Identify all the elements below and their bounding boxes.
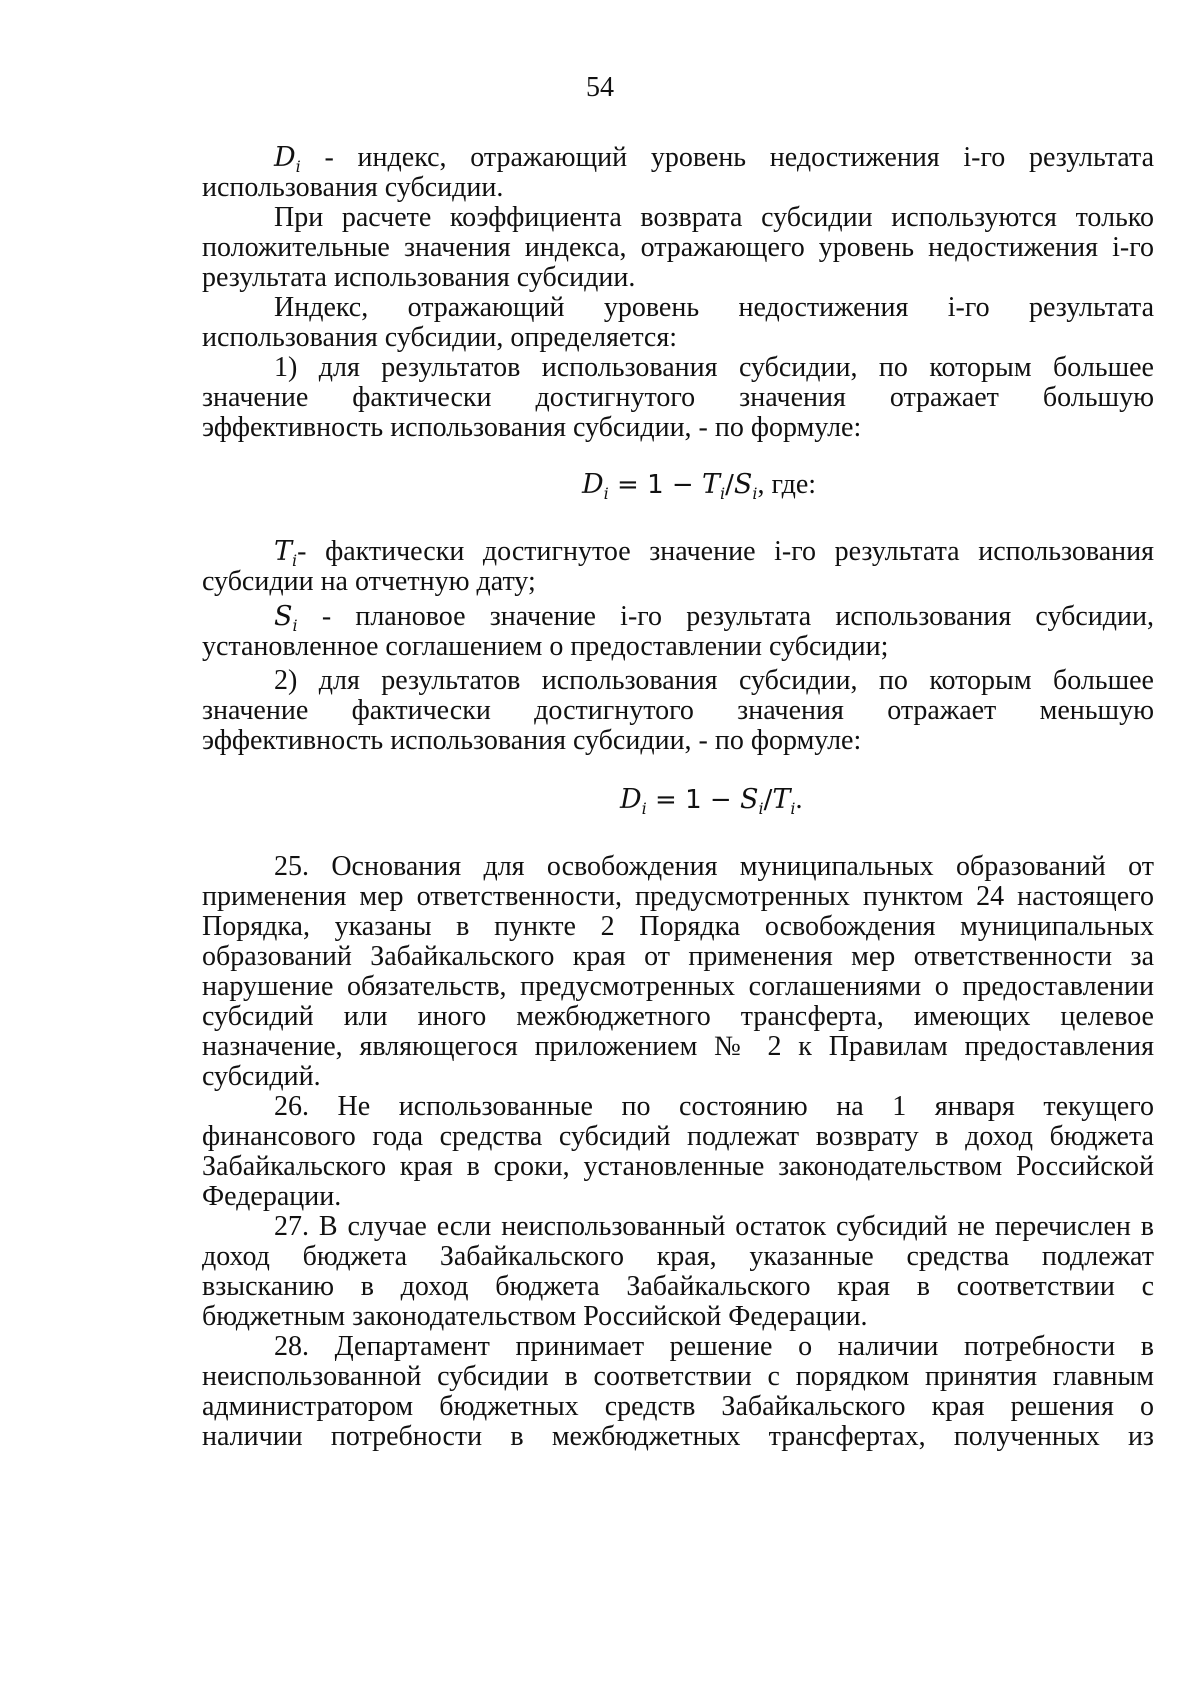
text-line: использования субсидии.: [202, 172, 504, 203]
text-line: Федерации.: [202, 1181, 342, 1212]
text-line: администратором бюджетных средств Забайкальского края решения о: [202, 1391, 1154, 1422]
text-line: значение фактически достигнутого значения отражает большую: [202, 382, 1154, 413]
text-line: 28. Департамент принимает решение о наличии потребности в: [274, 1331, 1154, 1362]
symbol-s-i: $S_i$: [274, 601, 298, 635]
text-line: доход бюджета Забайкальского края, указанные средства подлежат: [202, 1241, 1154, 1272]
formula-2: $D_i = 1 - S_i/T_i$.: [620, 784, 803, 818]
text-line: взысканию в доход бюджета Забайкальского края в соответствии с: [202, 1271, 1154, 1302]
text-line: положительные значения индекса, отражающего уровень недостижения i-го: [202, 232, 1154, 263]
text-line: неиспользованной субсидии в соответствии с порядком принятия главным: [202, 1361, 1154, 1392]
text-line: При расчете коэффициента возврата субсидии используются только: [274, 202, 1154, 233]
text-line: субсидий.: [202, 1061, 321, 1092]
formula-1: $D_i = 1 - T_i/S_i$, где:: [582, 469, 817, 503]
text-line: Индекс, отражающий уровень недостижения i-го результата: [274, 292, 1154, 323]
text-line-di-definition: $D_i$ - индекс, отражающий уровень недостижения i-го результата: [274, 142, 1154, 176]
text-line: 26. Не использованные по состоянию на 1 января текущего: [274, 1091, 1154, 1122]
text-line: назначение, являющегося приложением № 2 к Правилам предоставления: [202, 1031, 1154, 1062]
text-line: значение фактически достигнутого значения отражает меньшую: [202, 695, 1154, 726]
text-line: эффективность использования субсидии, - по формуле:: [202, 725, 862, 756]
text-line-ti-definition: $T_i-$ фактически достигнутое значение i-го результата использования: [274, 536, 1154, 570]
text-line: субсидий или иного межбюджетного трансферта, имеющих целевое: [202, 1001, 1154, 1032]
text-line: 1) для результатов использования субсидии, по которым большее: [274, 352, 1154, 383]
text-line: Порядка, указаны в пункте 2 Порядка освобождения муниципальных: [202, 911, 1154, 942]
text-line: субсидии на отчетную дату;: [202, 566, 536, 597]
text-line: образований Забайкальского края от применения мер ответственности за: [202, 941, 1154, 972]
text-line: применения мер ответственности, предусмотренных пунктом 24 настоящего: [202, 881, 1154, 912]
text-line: установленное соглашением о предоставлении субсидии;: [202, 631, 889, 662]
text-line: 2) для результатов использования субсидии, по которым большее: [274, 665, 1154, 696]
text-line: нарушение обязательств, предусмотренных соглашениями о предоставлении: [202, 971, 1154, 1002]
text-line: результата использования субсидии.: [202, 262, 636, 293]
text-line: 25. Основания для освобождения муниципальных образований от: [274, 851, 1154, 882]
text-line: бюджетным законодательством Российской Федерации.: [202, 1301, 868, 1332]
symbol-t-i: $T_i$: [274, 536, 298, 570]
text-line: использования субсидии, определяется:: [202, 322, 678, 353]
text-line: финансового года средства субсидий подлежат возврату в доход бюджета: [202, 1121, 1154, 1152]
text-line: наличии потребности в межбюджетных трансфертах, полученных из: [202, 1421, 1154, 1452]
symbol-d-i: $D_i$: [274, 142, 301, 176]
text-line-si-definition: $S_i$ - плановое значение i-го результата использования субсидии,: [274, 601, 1154, 635]
page-number: 54: [586, 72, 614, 103]
text-line: Забайкальского края в сроки, установленные законодательством Российской: [202, 1151, 1154, 1182]
text-line: 27. В случае если неиспользованный остаток субсидий не перечислен в: [274, 1211, 1154, 1242]
text-line: эффективность использования субсидии, - по формуле:: [202, 412, 862, 443]
